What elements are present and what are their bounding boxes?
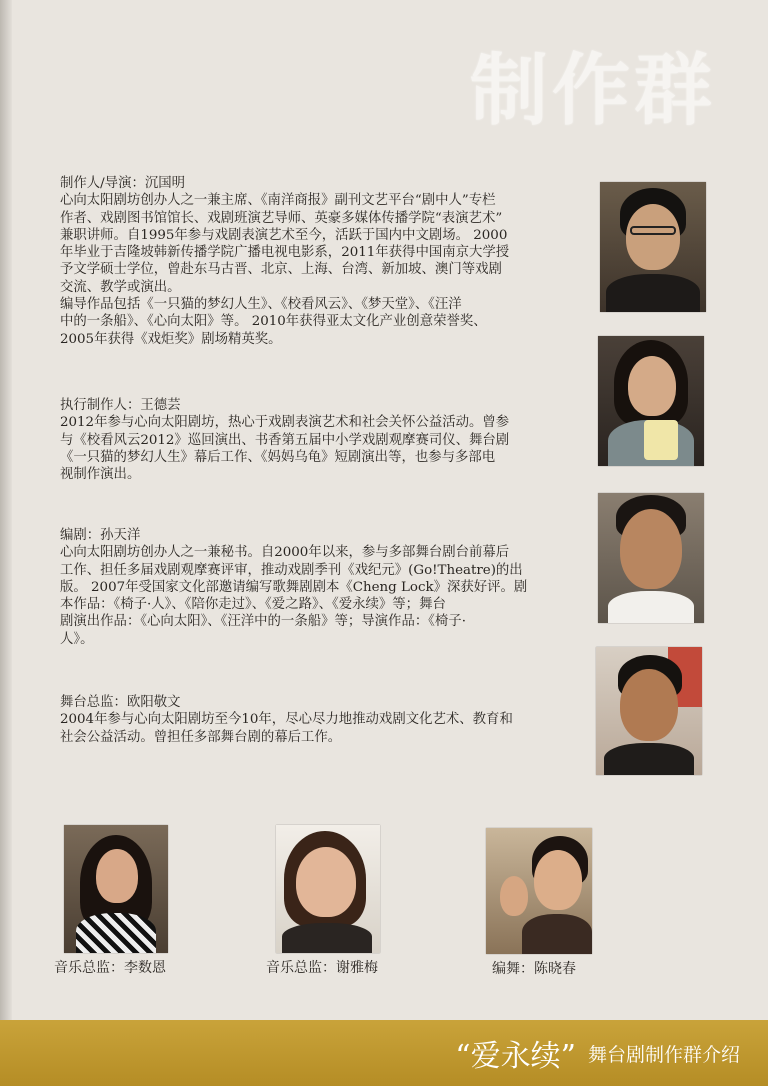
portrait-producer-director: [600, 182, 706, 312]
page-binding-edge: [0, 0, 12, 1086]
bio-executive-producer: [60, 397, 570, 483]
bio-text: 2004年参与心向太阳剧坊至今10年，尽心尽力地推动戏剧文化艺术、教育和 社会公益活动。曾担任多部舞台剧的幕后工作。: [60, 712, 513, 745]
bio-producer-director: [60, 175, 570, 348]
portrait-stage-manager: [596, 647, 702, 775]
crew-caption: 编舞：陈晓春: [492, 961, 576, 977]
bio-role: 舞台总监：欧阳敬文: [60, 695, 181, 710]
portrait-choreographer: [486, 828, 592, 954]
portrait-music-director-1: [64, 825, 168, 953]
section-title: 制作群: [469, 46, 716, 136]
footer-subtitle: 舞台剧制作群介绍: [587, 1043, 740, 1066]
bio-role: 执行制作人：王德芸: [60, 398, 181, 413]
crew-caption: 音乐总监：李数恩: [54, 960, 166, 976]
footer-title: [455, 1031, 740, 1075]
bio-text: 2012年参与心向太阳剧坊，热心于戏剧表演艺术和社会关怀公益活动。曾参 与《校看风云2012》巡回演出、书香第五届中小学戏剧观摩赛司仪、舞台剧 《一只猫的梦幻人生》幕后工作、《妈妈乌龟》短剧演出等，也参与多部电 视制作演出。: [60, 415, 510, 483]
bio-text: 心向太阳剧坊创办人之一兼主席、《南洋商报》副刊文艺平台“剧中人”专栏 作者、戏剧图书馆馆长、戏剧班演艺导师、英豪多媒体传播学院“表演艺术” 兼职讲师。自1995年参与戏剧表演艺术至今，活跃于国内中文剧场。 2000 年毕业于吉隆坡韩新传播学院广播电视电影系，2011年获得中国南京大学授 予文学硕士学位，曾赴东马古晋、北京、上海、台湾、新加坡、澳门等戏剧 交流、教学或演出。 编导作品包括《一只猫的梦幻人生》、《校看风云》、《梦天堂》、《汪洋 中的一条船》、《心向太阳》等。 2010年获得亚太文化产业创意荣誉奖、 2005年获得《戏炬奖》剧场精英奖。: [60, 193, 510, 347]
portrait-music-director-2: [276, 825, 380, 953]
bio-role: 制作人/导演：沉国明: [60, 176, 186, 191]
portrait-playwright: [598, 493, 704, 623]
bio-role: 编剧：孙天洋: [60, 528, 141, 543]
bio-text: 心向太阳剧坊创办人之一兼秘书。自2000年以来，参与多部舞台剧台前幕后 工作、担任多届戏剧观摩赛评审，推动戏剧季刊《戏纪元》(Go!Theatre)的出 版。 2007年受国家文化部邀请编写歌舞剧剧本《Cheng Lock》深获好评。剧 本作品：《椅子·人》、《陪你走过》、《爱之路》、《爱永续》等；舞台 剧演出作品：《心向太阳》、《汪洋中的一条船》等；导演作品：《椅子· 人》。: [60, 545, 528, 647]
bio-stage-manager: [60, 694, 570, 746]
footer-quote: “爱永续”: [455, 1039, 576, 1074]
portrait-executive-producer: [598, 336, 704, 466]
crew-caption: 音乐总监：谢雅梅: [266, 960, 378, 976]
bio-playwright: [60, 527, 570, 648]
